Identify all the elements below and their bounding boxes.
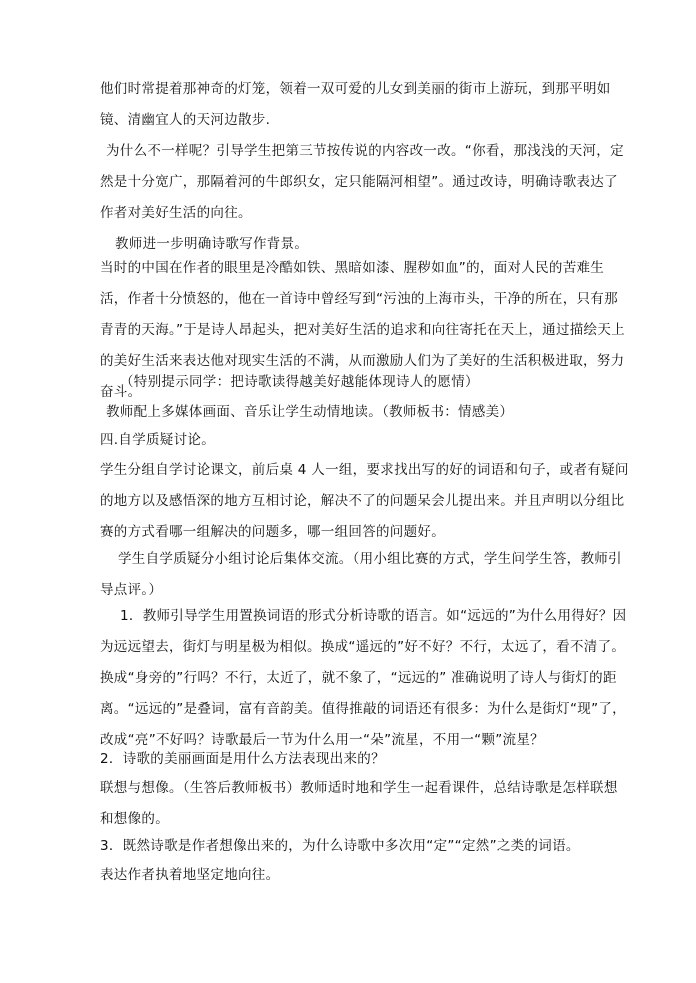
item-3-ding-ranran: 3．既然诗歌是作者想像出来的，为什么诗歌中多次用“定”“定然”之类的词语。: [100, 838, 580, 854]
paragraph-firm-aspiration: 表达作者执着地坚定地向往。: [100, 867, 280, 883]
item-1-word-substitution: 1．教师引导学生用置换词语的形式分析诗歌的语言。如“远远的”为什么用得好？因为远远望去，街灯与明星极为相似。换成“遥远的”好不好？不行，太远了，看不清了。换成“身旁的”行吗？不行，太近了，就不象了，“远远的” 准确说明了诗人与街灯的距离。“远远的”是叠词，富有音韵美。值得推敲的词语还有很多：为什么是街灯“现”了，改成“亮”不好吗？诗歌最后一节为什么用一“朵”流星，不用一“颗”流星？: [100, 608, 627, 748]
paragraph-writing-background: 教师进一步明确诗歌写作背景。: [115, 236, 309, 252]
paragraph-historical-context: 当时的中国在作者的眼里是冷酷如铁、黑暗如漆、腥秽如血”的，面对人民的苦难生活，作者十分愤怒的，他在一首诗中曾经写到“污浊的上海市头，干净的所在，只有那青青的天海。”于是诗人昂起头，把对美好生活的追求和向往寄托在天上，通过描绘天上的美好生活来表达他对现实生活的不满，从而激励人们为了美好的生活积极进取，努力奋斗。: [100, 260, 625, 400]
section-heading-self-study: 四.自学质疑讨论。: [100, 432, 215, 448]
paragraph-lantern-walk: 他们时常提着那神奇的灯笼，领着一双可爱的儿女到美丽的街市上游玩，到那平明如镜、清幽宜人的天河边散步.: [100, 81, 611, 128]
paragraph-group-discussion: 学生分组自学讨论课文，前后桌 4 人一组，要求找出写的好的词语和句子，或者有疑问的地方以及感悟深的地方互相讨论，解决不了的问题呆会儿提出来。并且声明以分组比赛的方式看哪一组解决的问题多，哪一组回答的问题好。: [100, 462, 629, 540]
item-2-beautiful-picture: 2．诗歌的美丽画面是用什么方法表现出来的？: [100, 751, 385, 767]
paragraph-rewrite-third-stanza: 为什么不一样呢？引导学生把第三节按传说的内容改一改。“你看，那浅浅的天河，定然是十分宽广，那隔着河的牛郎织女，定只能隔河相望”。通过改诗，明确诗歌表达了作者对美好生活的向往。: [100, 143, 624, 221]
paragraph-association-imagination: 联想与想像。（生答后教师板书）教师适时地和学生一起看课件，总结诗歌是怎样联想和想像的。: [100, 780, 618, 827]
paragraph-special-reminder: （特别提示同学：把诗歌读得越美好越能体现诗人的愿情）: [120, 374, 479, 390]
paragraph-multimedia-reading: 教师配上多媒体画面、音乐让学生动情地读。（教师板书：情感美）: [106, 404, 514, 420]
paragraph-collective-exchange: 学生自学质疑分小组讨论后集体交流。（用小组比赛的方式，学生问学生答，教师引导点评。）: [100, 551, 622, 598]
